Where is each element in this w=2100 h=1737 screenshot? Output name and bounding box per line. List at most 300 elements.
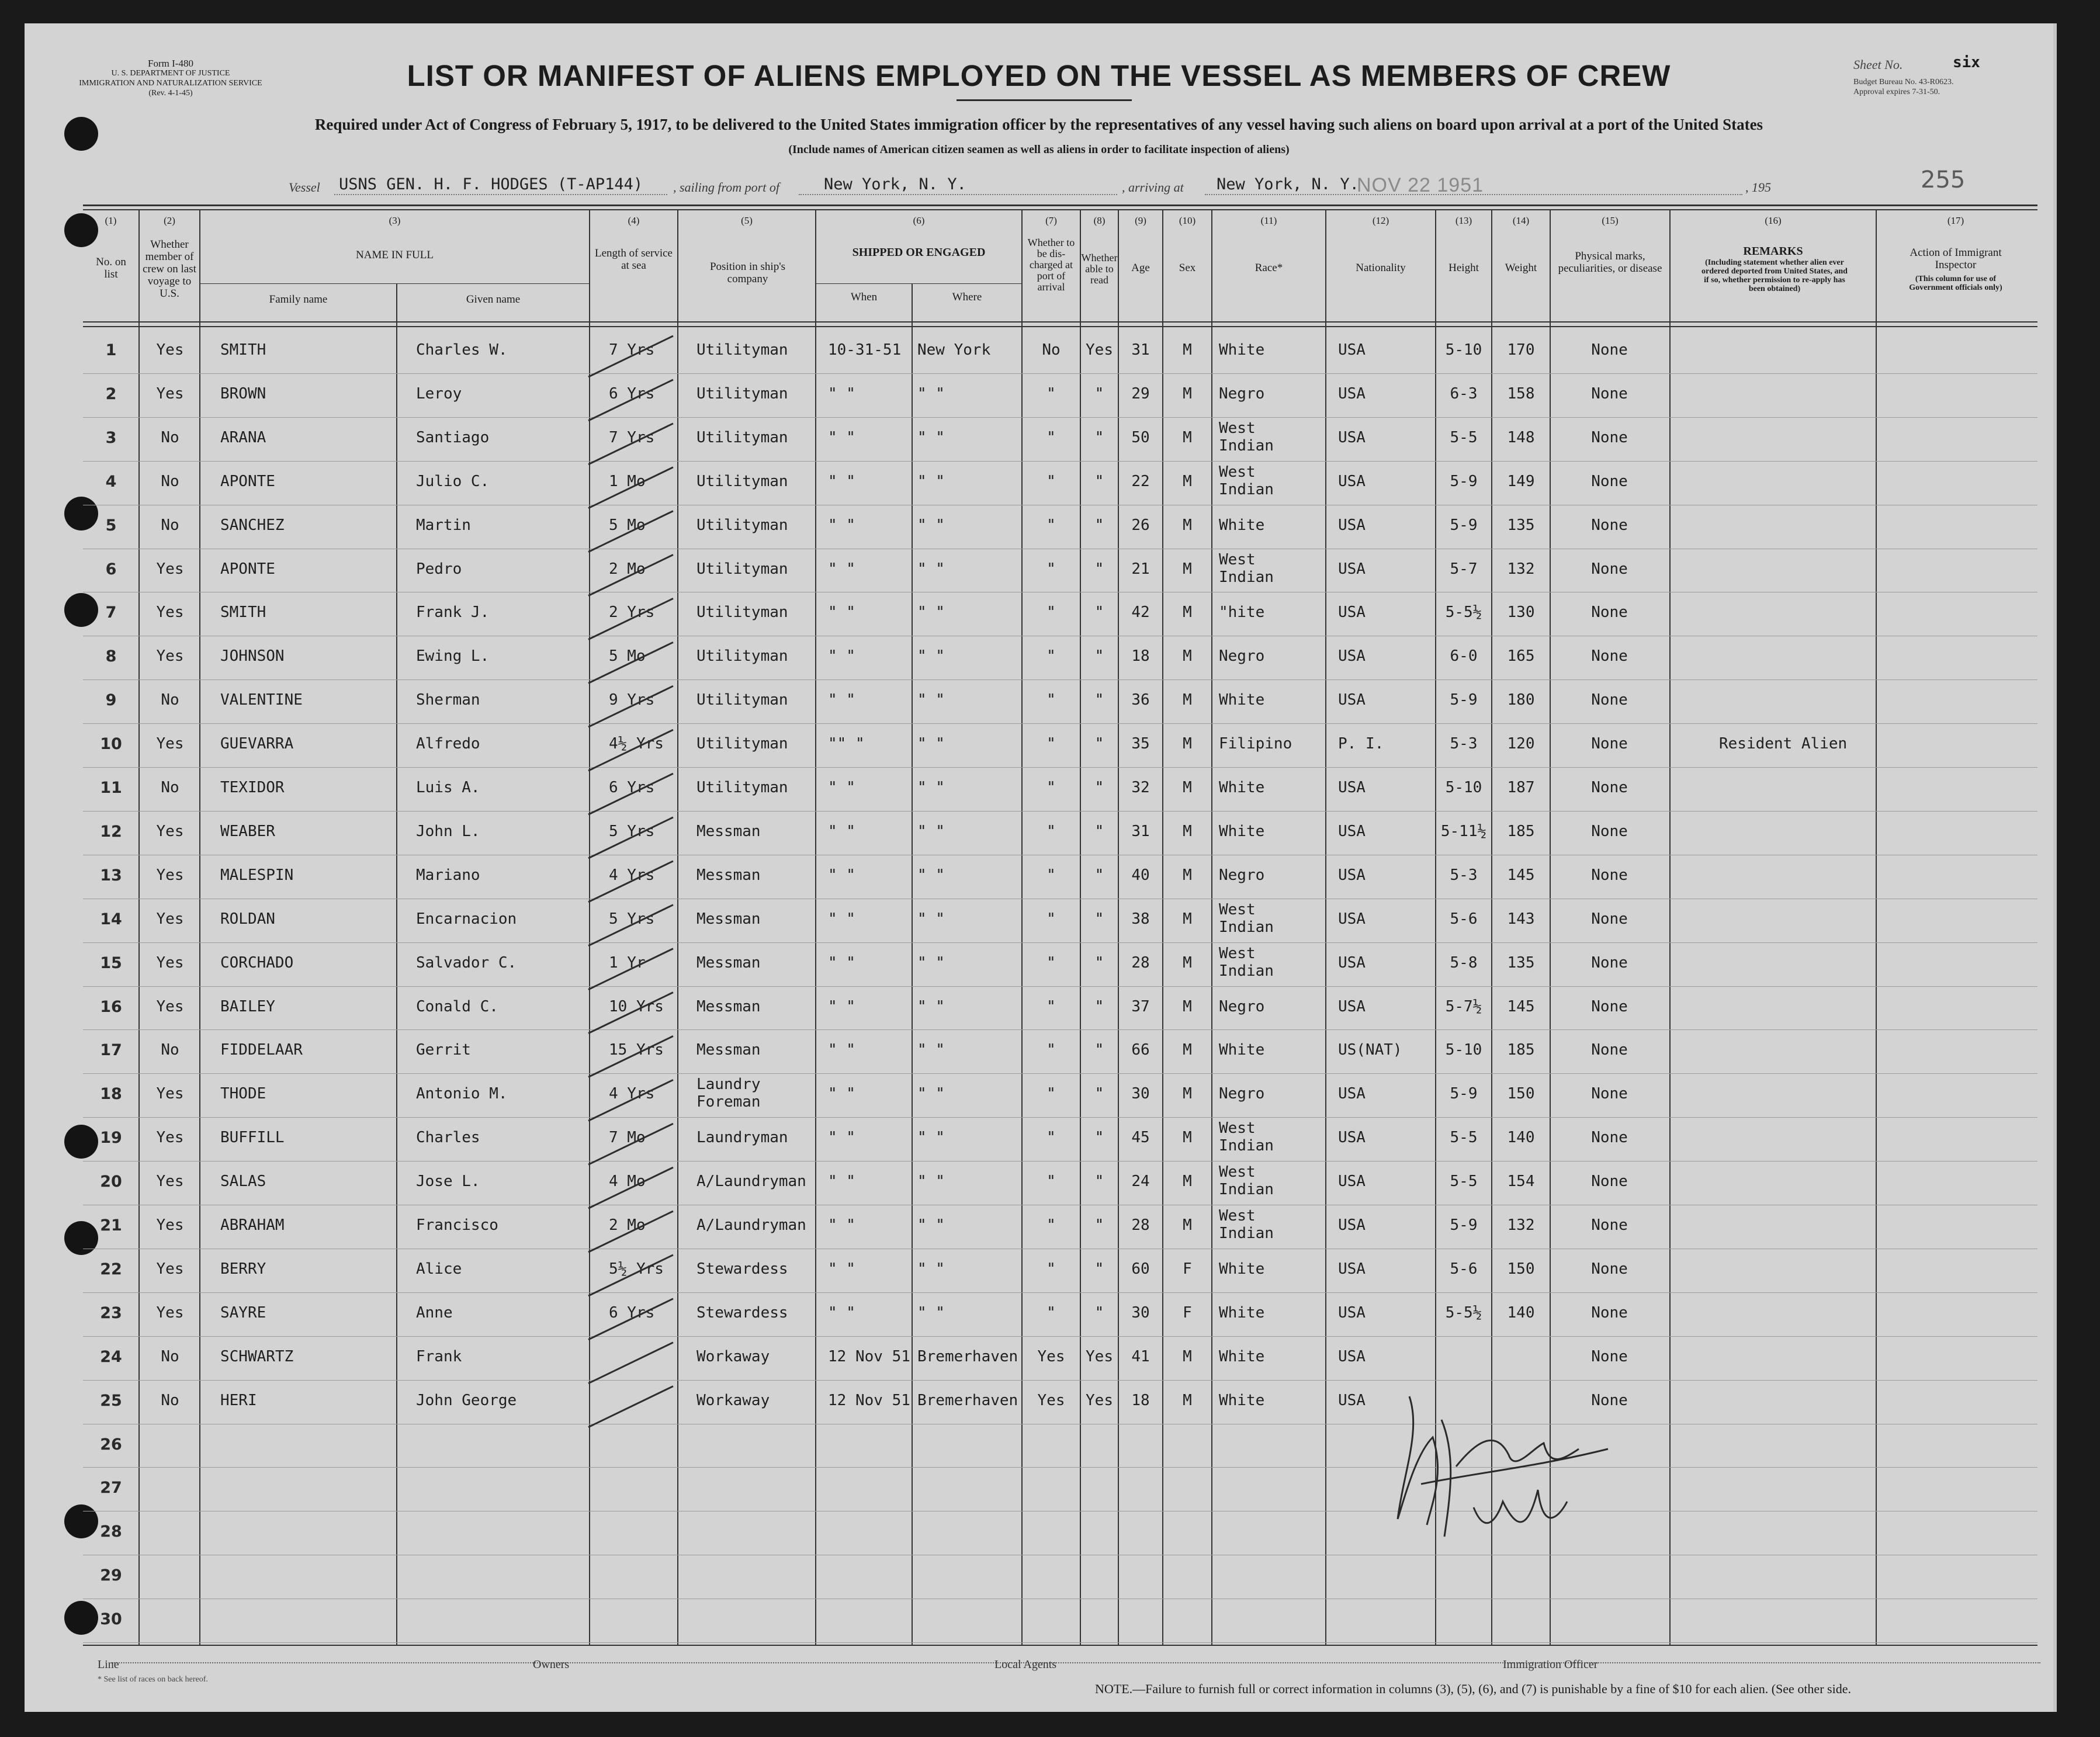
cell-where: New York <box>917 341 991 359</box>
cell-given: Charles <box>416 1129 480 1147</box>
cell-read: Yes <box>1086 341 1113 359</box>
name-subheader-line <box>200 283 590 284</box>
cell-position: Messman <box>696 910 761 928</box>
cell-when: " " <box>828 691 855 709</box>
cell-family: TEXIDOR <box>220 779 285 796</box>
cell-nationality: USA <box>1338 1129 1366 1147</box>
cell-weight: 135 <box>1507 516 1535 534</box>
vessel-dotline <box>334 194 667 195</box>
cell-service: 5 Mo <box>609 516 646 534</box>
cell-height: 5-9 <box>1450 691 1478 709</box>
footer-line-label: Line <box>98 1658 119 1671</box>
cell-height: 5-10 <box>1445 1041 1482 1059</box>
cell-when: " " <box>828 822 855 840</box>
cell-height: 5-7 <box>1450 560 1478 578</box>
strike-mark <box>588 905 673 946</box>
cell-marks: None <box>1591 647 1628 665</box>
header-sex: Sex <box>1179 262 1196 274</box>
cell-family: VALENTINE <box>220 691 303 709</box>
line-number: 8 <box>105 647 117 666</box>
cell-sex: M <box>1183 604 1192 622</box>
cell-discharged: No <box>1042 341 1061 359</box>
cell-service: 7 Yrs <box>609 341 655 359</box>
strike-mark <box>588 774 673 814</box>
cell-nationality: USA <box>1338 1347 1366 1365</box>
cell-service: 6 Yrs <box>609 1303 655 1322</box>
revision: (Rev. 4-1-45) <box>148 89 193 98</box>
cell-member: No <box>161 472 179 490</box>
table-top-border-inner <box>83 209 2037 210</box>
strike-mark <box>588 1167 673 1208</box>
cell-service: 6 Yrs <box>609 779 655 796</box>
cell-nationality: USA <box>1338 1085 1366 1103</box>
col-divider <box>1325 209 1326 1645</box>
cell-where: " " <box>917 735 945 753</box>
col-divider <box>912 283 913 1645</box>
sailing-label: , sailing from port of <box>673 180 779 195</box>
cell-nationality: USA <box>1338 954 1366 972</box>
cell-weight: 180 <box>1507 691 1535 709</box>
cell-height: 5-5 <box>1450 1129 1478 1147</box>
cell-service: 15 Yrs <box>609 1041 664 1059</box>
cell-read: " <box>1094 1085 1104 1103</box>
col-number: (2) <box>164 215 175 226</box>
cell-when: " " <box>828 384 855 403</box>
header-discharged: Whether to be dis-charged at port of arrival <box>1027 237 1075 293</box>
cell-race: White <box>1219 1303 1265 1322</box>
cell-age: 18 <box>1131 647 1150 665</box>
cell-marks: None <box>1591 1303 1628 1322</box>
row-separator <box>83 1467 2037 1468</box>
cell-when: " " <box>828 1303 855 1322</box>
cell-read: " <box>1094 560 1104 578</box>
cell-age: 18 <box>1131 1391 1150 1409</box>
cell-when: 10-31-51 <box>828 341 902 359</box>
cell-read: " <box>1094 516 1104 534</box>
cell-service: 1 Yr <box>609 954 646 972</box>
strike-mark <box>588 1080 673 1121</box>
cell-sex: M <box>1183 735 1192 753</box>
cell-weight: 143 <box>1507 910 1535 928</box>
cell-member: Yes <box>156 954 184 972</box>
strike-mark <box>588 1036 673 1077</box>
line-number: 19 <box>100 1129 122 1147</box>
cell-family: SMITH <box>220 341 266 359</box>
cell-position: Utilityman <box>696 604 788 622</box>
cell-when: " " <box>828 954 855 972</box>
row-separator <box>83 373 2037 374</box>
cell-sex: M <box>1183 560 1192 578</box>
header-no-on-list: No. on list <box>96 256 126 280</box>
cell-discharged: " <box>1046 1041 1056 1059</box>
line-number: 9 <box>105 691 117 710</box>
cell-family: ABRAHAM <box>220 1216 285 1234</box>
approval-line: Approval expires 7-31-50. <box>1853 88 1940 96</box>
cell-service: 5½ Yrs <box>609 1260 664 1278</box>
cell-age: 35 <box>1131 735 1150 753</box>
cell-where: " " <box>917 910 945 928</box>
cell-marks: None <box>1591 954 1628 972</box>
cell-where: Bremerhaven <box>917 1347 1018 1365</box>
row-separator <box>83 1029 2037 1030</box>
cell-position: Utilityman <box>696 384 788 403</box>
cell-height: 5-9 <box>1450 516 1478 534</box>
cell-sex: M <box>1183 516 1192 534</box>
cell-nationality: USA <box>1338 910 1366 928</box>
col-number: (11) <box>1260 215 1277 226</box>
arriving-port: New York, N. Y. <box>1217 175 1359 193</box>
cell-member: Yes <box>156 1260 184 1278</box>
cell-family: BROWN <box>220 384 266 403</box>
cell-position: Messman <box>696 866 761 884</box>
strike-mark <box>588 730 673 771</box>
cell-marks: None <box>1591 1085 1628 1103</box>
cell-read: " <box>1094 866 1104 884</box>
service: IMMIGRATION AND NATURALIZATION SERVICE <box>79 79 262 88</box>
cell-read: " <box>1094 779 1104 796</box>
cell-race: West Indian <box>1219 419 1274 455</box>
col-number: (7) <box>1045 215 1057 226</box>
cell-member: No <box>161 516 179 534</box>
cell-weight: 154 <box>1507 1173 1535 1191</box>
col-divider <box>1021 209 1023 1645</box>
cell-where: " " <box>917 954 945 972</box>
cell-age: 38 <box>1131 910 1150 928</box>
cell-given: John George <box>416 1391 517 1409</box>
cell-service: 4 Yrs <box>609 1085 655 1103</box>
line-number: 10 <box>100 735 122 754</box>
header-nationality: Nationality <box>1356 262 1406 274</box>
col-number: (5) <box>741 215 753 226</box>
cell-given: Gerrit <box>416 1041 471 1059</box>
col-divider <box>1669 209 1671 1645</box>
line-number: 22 <box>100 1260 122 1278</box>
cell-race: White <box>1219 822 1265 840</box>
cell-sex: F <box>1183 1303 1192 1322</box>
cell-sex: M <box>1183 472 1192 490</box>
cell-service: 7 Mo <box>609 1129 646 1147</box>
header-name-in-full: NAME IN FULL <box>356 249 434 261</box>
cell-given: Mariano <box>416 866 480 884</box>
cell-member: Yes <box>156 997 184 1015</box>
col-number: (4) <box>628 215 640 226</box>
cell-given: Encarnacion <box>416 910 517 928</box>
line-number: 23 <box>100 1303 122 1322</box>
cell-read: " <box>1094 1129 1104 1147</box>
cell-race: Negro <box>1219 866 1265 884</box>
cell-read: " <box>1094 1216 1104 1234</box>
cell-read: " <box>1094 1173 1104 1191</box>
cell-family: CORCHADO <box>220 954 294 972</box>
cell-where: Bremerhaven <box>917 1391 1018 1409</box>
cell-nationality: USA <box>1338 779 1366 796</box>
cell-where: " " <box>917 1129 945 1147</box>
vessel-label: Vessel <box>289 180 320 195</box>
cell-where: " " <box>917 1303 945 1322</box>
cell-member: Yes <box>156 735 184 753</box>
cell-read: Yes <box>1086 1391 1113 1409</box>
cell-height: 5-3 <box>1450 735 1478 753</box>
arriving-dotline <box>1205 194 1742 195</box>
cell-family: BAILEY <box>220 997 275 1015</box>
cell-discharged: " <box>1046 997 1056 1015</box>
cell-given: Antonio M. <box>416 1085 508 1103</box>
header-bottom-border <box>83 321 2037 323</box>
cell-member: Yes <box>156 560 184 578</box>
header-weight: Weight <box>1505 262 1537 274</box>
line-number: 3 <box>105 428 117 447</box>
cell-weight: 149 <box>1507 472 1535 490</box>
line-number: 26 <box>100 1435 122 1454</box>
cell-race: White <box>1219 779 1265 796</box>
line-number: 14 <box>100 910 122 928</box>
line-number: 24 <box>100 1347 122 1366</box>
col-divider <box>138 209 140 1645</box>
cell-nationality: P. I. <box>1338 735 1384 753</box>
cell-member: Yes <box>156 1173 184 1191</box>
cell-discharged: " <box>1046 822 1056 840</box>
cell-sex: M <box>1183 910 1192 928</box>
cell-given: Alfredo <box>416 735 480 753</box>
cell-weight: 132 <box>1507 1216 1535 1234</box>
header-race: Race* <box>1255 262 1283 274</box>
cell-race: Negro <box>1219 384 1265 403</box>
cell-weight: 140 <box>1507 1303 1535 1322</box>
cell-family: BERRY <box>220 1260 266 1278</box>
cell-age: 37 <box>1131 997 1150 1015</box>
cell-nationality: USA <box>1338 866 1366 884</box>
cell-when: " " <box>828 472 855 490</box>
col-number: (6) <box>913 215 925 226</box>
header-bottom-border-inner <box>83 326 2037 327</box>
cell-when: " " <box>828 866 855 884</box>
cell-position: Workaway <box>696 1391 770 1409</box>
cell-position: Utilityman <box>696 428 788 446</box>
form-number: Form I-480 <box>148 58 193 69</box>
cell-height: 5-6 <box>1450 1260 1478 1278</box>
cell-nationality: USA <box>1338 1216 1366 1234</box>
line-number: 2 <box>105 384 117 403</box>
cell-nationality: USA <box>1338 428 1366 446</box>
line-number: 1 <box>105 341 117 359</box>
cell-when: " " <box>828 910 855 928</box>
cell-marks: None <box>1591 472 1628 490</box>
cell-weight: 130 <box>1507 604 1535 622</box>
cell-member: Yes <box>156 910 184 928</box>
cell-discharged: " <box>1046 1173 1056 1191</box>
cell-race: West Indian <box>1219 1207 1274 1242</box>
title-underline <box>957 99 1132 101</box>
cell-read: " <box>1094 1303 1104 1322</box>
cell-height: 5-10 <box>1445 341 1482 359</box>
cell-marks: None <box>1591 691 1628 709</box>
cell-discharged: " <box>1046 560 1056 578</box>
header-action: Action of Immigrant Inspector <box>1910 247 2002 271</box>
cell-nationality: US(NAT) <box>1338 1041 1402 1059</box>
cell-member: Yes <box>156 384 184 403</box>
cell-service: 4 Mo <box>609 1173 646 1191</box>
cell-when: 12 Nov 51 <box>828 1391 910 1409</box>
cell-height: 5-10 <box>1445 779 1482 796</box>
sailing-port: New York, N. Y. <box>824 175 966 193</box>
cell-discharged: " <box>1046 1303 1056 1322</box>
year-label: , 195 <box>1745 180 1771 195</box>
cell-family: WEABER <box>220 822 275 840</box>
cell-read: " <box>1094 1260 1104 1278</box>
cell-family: THODE <box>220 1085 266 1103</box>
col-number: (8) <box>1093 215 1106 226</box>
manifest-sheet <box>25 23 2057 1712</box>
cell-age: 30 <box>1131 1303 1150 1322</box>
cell-family: MALESPIN <box>220 866 294 884</box>
row-separator <box>83 461 2037 462</box>
header-age: Age <box>1131 262 1150 274</box>
cell-age: 60 <box>1131 1260 1150 1278</box>
cell-discharged: " <box>1046 691 1056 709</box>
cell-service: 5 Yrs <box>609 822 655 840</box>
footer-local-agents-label: Local Agents <box>994 1658 1057 1671</box>
header-when: When <box>850 291 878 303</box>
cell-discharged: " <box>1046 1260 1056 1278</box>
cell-when: " " <box>828 1085 855 1103</box>
cell-where: " " <box>917 472 945 490</box>
cell-sex: M <box>1183 822 1192 840</box>
cell-age: 22 <box>1131 472 1150 490</box>
cell-given: John L. <box>416 822 480 840</box>
cell-position: Workaway <box>696 1347 770 1365</box>
penalty-note: NOTE.—Failure to furnish full or correct information in columns (3), (5), (6), and (7) is punishable by a fine of $10 for each alien. (See other side. <box>1095 1681 1851 1696</box>
cell-age: 29 <box>1131 384 1150 403</box>
line-number: 16 <box>100 997 122 1016</box>
col-number: (12) <box>1372 215 1389 226</box>
cell-position: Utilityman <box>696 472 788 490</box>
cell-when: " " <box>828 1173 855 1191</box>
cell-service: 7 Yrs <box>609 428 655 446</box>
cell-member: No <box>161 428 179 446</box>
cell-family: SMITH <box>220 604 266 622</box>
cell-height: 6-3 <box>1450 384 1478 403</box>
cell-member: No <box>161 1347 179 1365</box>
header-position: Position in ship's company <box>709 261 786 285</box>
cell-nationality: USA <box>1338 604 1366 622</box>
cell-age: 28 <box>1131 1216 1150 1234</box>
cell-position: Stewardess <box>696 1260 788 1278</box>
cell-race: West Indian <box>1219 550 1274 586</box>
cell-weight: 132 <box>1507 560 1535 578</box>
sheet-number: six <box>1953 54 1980 71</box>
cell-member: Yes <box>156 1216 184 1234</box>
cell-height: 5-8 <box>1450 954 1478 972</box>
cell-given: Martin <box>416 516 471 534</box>
shipped-subheader-line <box>816 283 1022 284</box>
cell-position: A/Laundryman <box>696 1173 806 1191</box>
cell-position: Utilityman <box>696 560 788 578</box>
cell-member: Yes <box>156 1303 184 1322</box>
strike-mark <box>588 424 673 464</box>
line-number: 13 <box>100 866 122 885</box>
cell-read: " <box>1094 822 1104 840</box>
header-remarks: REMARKS <box>1743 245 1803 258</box>
cell-read: Yes <box>1086 1347 1113 1365</box>
cell-member: No <box>161 691 179 709</box>
cell-service: 4½ Yrs <box>609 735 664 753</box>
cell-sex: M <box>1183 954 1192 972</box>
header-able-to-read: Whether able to read <box>1081 252 1118 286</box>
department: U. S. DEPARTMENT OF JUSTICE <box>111 69 230 78</box>
cell-nationality: USA <box>1338 1391 1366 1409</box>
cell-when: "" " <box>828 735 865 753</box>
cell-marks: None <box>1591 1347 1628 1365</box>
cell-family: ARANA <box>220 428 266 446</box>
cell-race: White <box>1219 1260 1265 1278</box>
cell-member: Yes <box>156 822 184 840</box>
row-separator <box>83 767 2037 768</box>
cell-service: 2 Mo <box>609 1216 646 1234</box>
cell-nationality: USA <box>1338 1173 1366 1191</box>
cell-where: " " <box>917 647 945 665</box>
cell-height: 5-9 <box>1450 1085 1478 1103</box>
cell-position: Messman <box>696 997 761 1015</box>
cell-age: 30 <box>1131 1085 1150 1103</box>
cell-weight: 158 <box>1507 384 1535 403</box>
cell-read: " <box>1094 428 1104 446</box>
cell-service: 6 Yrs <box>609 384 655 403</box>
cell-nationality: USA <box>1338 341 1366 359</box>
cell-position: Messman <box>696 1041 761 1059</box>
line-number: 27 <box>100 1479 122 1497</box>
cell-height: 5-5 <box>1450 428 1478 446</box>
cell-service: 5 Yrs <box>609 910 655 928</box>
cell-discharged: " <box>1046 954 1056 972</box>
line-number: 17 <box>100 1041 122 1060</box>
cell-service: 9 Yrs <box>609 691 655 709</box>
cell-when: " " <box>828 516 855 534</box>
col-number: (13) <box>1455 215 1472 226</box>
cell-discharged: " <box>1046 1085 1056 1103</box>
cell-position: Laundry Foreman <box>696 1076 761 1111</box>
sailing-dotline <box>799 194 1117 195</box>
cell-weight: 170 <box>1507 341 1535 359</box>
cell-height: 5-9 <box>1450 1216 1478 1234</box>
cell-discharged: " <box>1046 866 1056 884</box>
cell-given: Ewing L. <box>416 647 490 665</box>
cell-family: GUEVARRA <box>220 735 294 753</box>
cell-race: "hite <box>1219 604 1265 622</box>
cell-age: 50 <box>1131 428 1150 446</box>
strike-mark <box>588 861 673 902</box>
cell-height: 5-9 <box>1450 472 1478 490</box>
header-where: Where <box>952 291 982 303</box>
cell-position: Stewardess <box>696 1303 788 1322</box>
cell-family: SCHWARTZ <box>220 1347 294 1365</box>
cell-age: 31 <box>1131 341 1150 359</box>
line-number: 18 <box>100 1085 122 1104</box>
cell-height: 5-5½ <box>1445 1303 1482 1322</box>
strike-mark <box>588 380 673 421</box>
cell-height: 5-6 <box>1450 910 1478 928</box>
cell-age: 24 <box>1131 1173 1150 1191</box>
cell-height: 6-0 <box>1450 647 1478 665</box>
cell-position: Utilityman <box>696 735 788 753</box>
cell-service: 2 Yrs <box>609 604 655 622</box>
line-number: 11 <box>100 779 122 797</box>
cell-discharged: " <box>1046 604 1056 622</box>
cell-when: " " <box>828 997 855 1015</box>
cell-member: Yes <box>156 341 184 359</box>
cell-sex: M <box>1183 1173 1192 1191</box>
header-action-note: (This column for use of Government officials only) <box>1909 275 2002 292</box>
line-number: 21 <box>100 1216 122 1235</box>
